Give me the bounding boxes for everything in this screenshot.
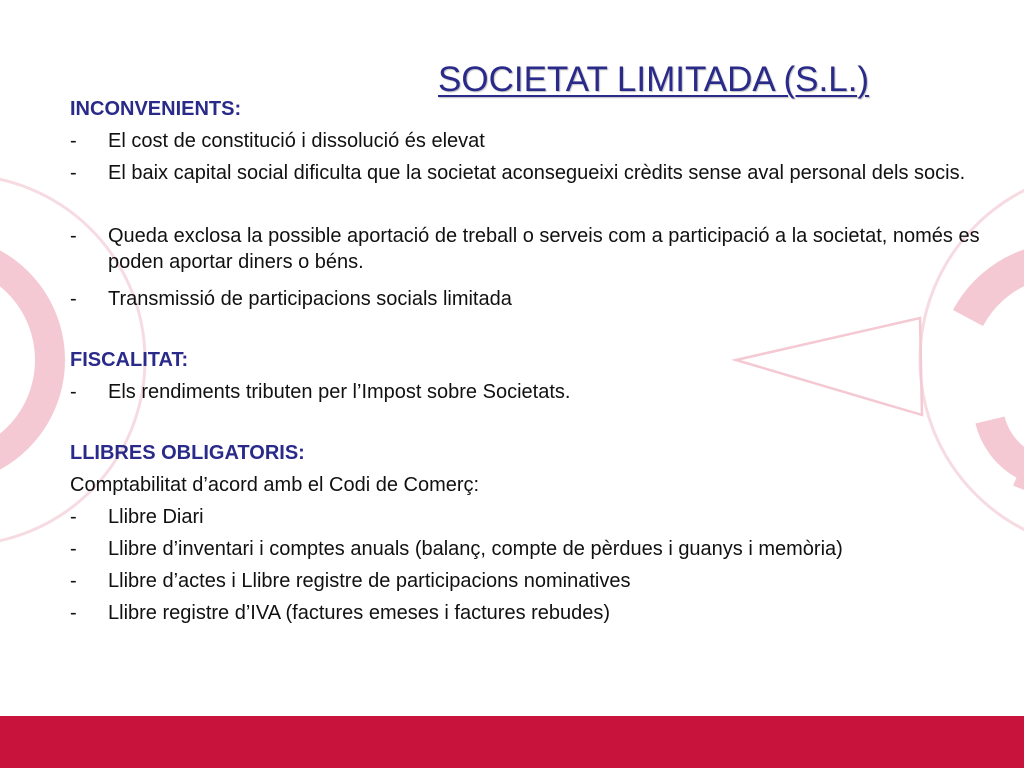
bullet-dash: - [70, 602, 77, 624]
bullet-dash: - [70, 225, 77, 247]
bullet-dash: - [70, 381, 77, 403]
list-item-text: Els rendiments tributen per l’Impost sobre Societats. [108, 381, 571, 403]
bullet-dash: - [70, 288, 77, 310]
list-item [70, 223, 990, 281]
left-pink-arc [0, 250, 50, 470]
section-gap [70, 411, 990, 440]
bullet-dash: - [70, 130, 77, 152]
list-item [70, 504, 990, 536]
list-item-text: Llibre d’inventari i comptes anuals (balanç, compte de pèrdues i guanys i memòria) [108, 538, 843, 560]
list-item [70, 286, 990, 318]
list-item-text: El baix capital social dificulta que la societat aconsegueixi crèdits sense aval personal dels socis. [108, 162, 966, 184]
page-title: SOCIETAT LIMITADA (S.L.) [438, 60, 870, 99]
list-item-text: Llibre d’actes i Llibre registre de participacions nominatives [108, 570, 631, 592]
list-item [70, 160, 990, 218]
bullet-dash: - [70, 506, 77, 528]
list-item-text: Llibre registre d’IVA (factures emeses i factures rebudes) [108, 602, 611, 624]
list-item-text: Llibre Diari [108, 506, 204, 528]
list-item [70, 128, 990, 160]
llibres-heading: LLIBRES OBLIGATORIS: [70, 442, 305, 464]
footer-accent-bar [0, 716, 1024, 768]
llibres-intro: Comptabilitat d’acord amb el Codi de Comerç: [70, 474, 480, 496]
right-pink-inner-arc [990, 420, 1024, 474]
list-item-text: El cost de constitució i dissolució és elevat [108, 130, 485, 152]
section-gap [70, 318, 990, 347]
fiscalitat-heading: FISCALITAT: [70, 349, 189, 371]
inconvenients-heading: INCONVENIENTS: [70, 98, 242, 120]
bullet-dash: - [70, 570, 77, 592]
bullet-dash: - [70, 162, 77, 184]
list-item [70, 379, 990, 411]
list-item-text: Transmissió de participacions socials limitada [108, 288, 512, 310]
bullet-dash: - [70, 538, 77, 560]
list-item [70, 568, 990, 600]
list-item [70, 600, 990, 632]
list-item [70, 536, 990, 568]
slide-content [70, 96, 990, 632]
list-item-text: Queda exclosa la possible aportació de treball o serveis com a participació a la societat, només es poden aportar diners o béns. [108, 225, 980, 273]
